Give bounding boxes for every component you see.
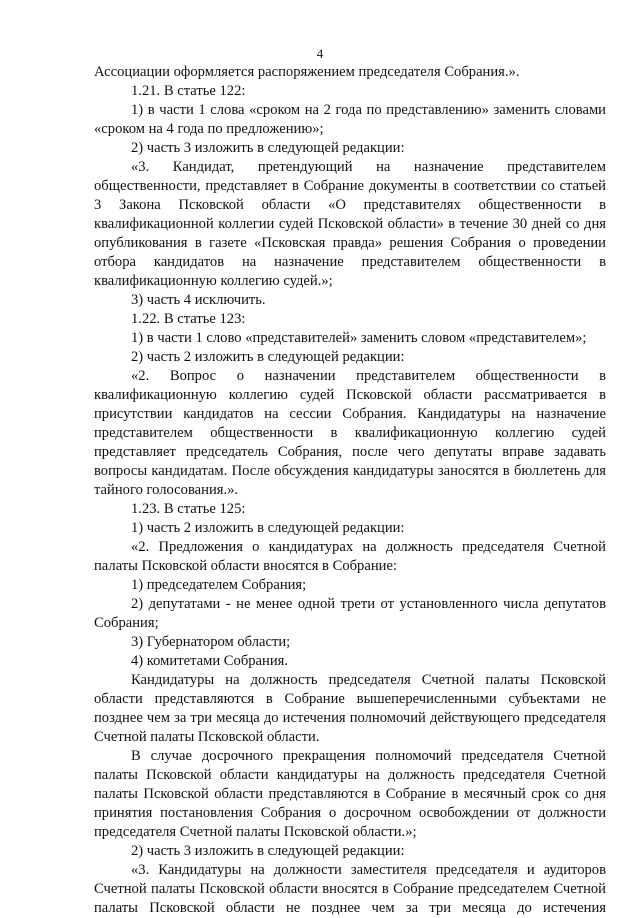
paragraph: 1) в части 1 слова «сроком на 2 года по представлению» заменить словами «сроком на 4 года по предложению»; [94,102,606,137]
paragraph: «3. Кандидатуры на должности заместителя председателя и аудиторов Счетной палаты Псковской области вносятся в Собрание председателем Счетной палаты Псковской области не позднее чем за три месяца до истечения [94,862,606,916]
page-number: 4 [316,46,324,61]
paragraph: 2) депутатами - не менее одной трети от установленного числа депутатов Собрания; [94,596,606,631]
paragraph: «2. Предложения о кандидатурах на должность председателя Счетной палаты Псковской области вносятся в Собрание: [94,539,606,574]
paragraph: 3) Губернатором области; [131,634,291,650]
paragraph: 1) часть 2 изложить в следующей редакции: [131,520,405,536]
paragraph: 4) комитетами Собрания. [131,653,289,669]
paragraph: 1.23. В статье 125: [131,501,246,517]
paragraph: 3) часть 4 исключить. [131,292,266,308]
paragraph: Кандидатуры на должность председателя Счетной палаты Псковской области представляются в Собрание вышеперечисленными субъектами не позднее чем за три месяца до истечения полномочий действующего председателя Счетной палаты Псковской области. [94,672,606,745]
paragraph: В случае досрочного прекращения полномочий председателя Счетной палаты Псковской области кандидатуры на должность председателя Счетной палаты Псковской области представляются в Собрание в месячный срок со дня принятия постановления Собрания о досрочном освобождении от должности председателя Счетной палаты Псковской области.»; [94,748,606,840]
document-body [94,63,606,918]
paragraph: 2) часть 2 изложить в следующей редакции: [131,349,405,365]
paragraph: 1) председателем Собрания; [131,577,307,593]
paragraph: 2) часть 3 изложить в следующей редакции: [131,140,405,156]
paragraph: 1.21. В статье 122: [131,83,246,99]
paragraph: «3. Кандидат, претендующий на назначение представителем общественности, представляет в Собрание документы в соответствии со статьей 3 Закона Псковской области «О представителях общественности в квалификационной коллегии судей Псковской области» в течение 30 дней со дня опубликования в газете «Псковская правда» решения Собрания о проведении отбора кандидатов на назначение представителем общественности в квалификационную коллегию судей.»; [94,159,606,289]
paragraph: 1) в части 1 слово «представителей» заменить словом «представителем»; [131,330,587,346]
paragraph: Ассоциации оформляется распоряжением председателя Собрания.». [94,64,520,80]
paragraph: «2. Вопрос о назначении представителем общественности в квалификационную коллегию судей Псковской области рассматривается в присутствии кандидатов на сессии Собрания. Кандидатуры на назначение представителем общественности в квалификационную коллегию судей представляет председатель Собрания, после чего депутаты вправе задавать вопросы кандидатам. После обсуждения кандидатуры заносятся в бюллетень для тайного голосования.». [94,368,606,498]
paragraph: 2) часть 3 изложить в следующей редакции: [131,843,405,859]
paragraph: 1.22. В статье 123: [131,311,246,327]
